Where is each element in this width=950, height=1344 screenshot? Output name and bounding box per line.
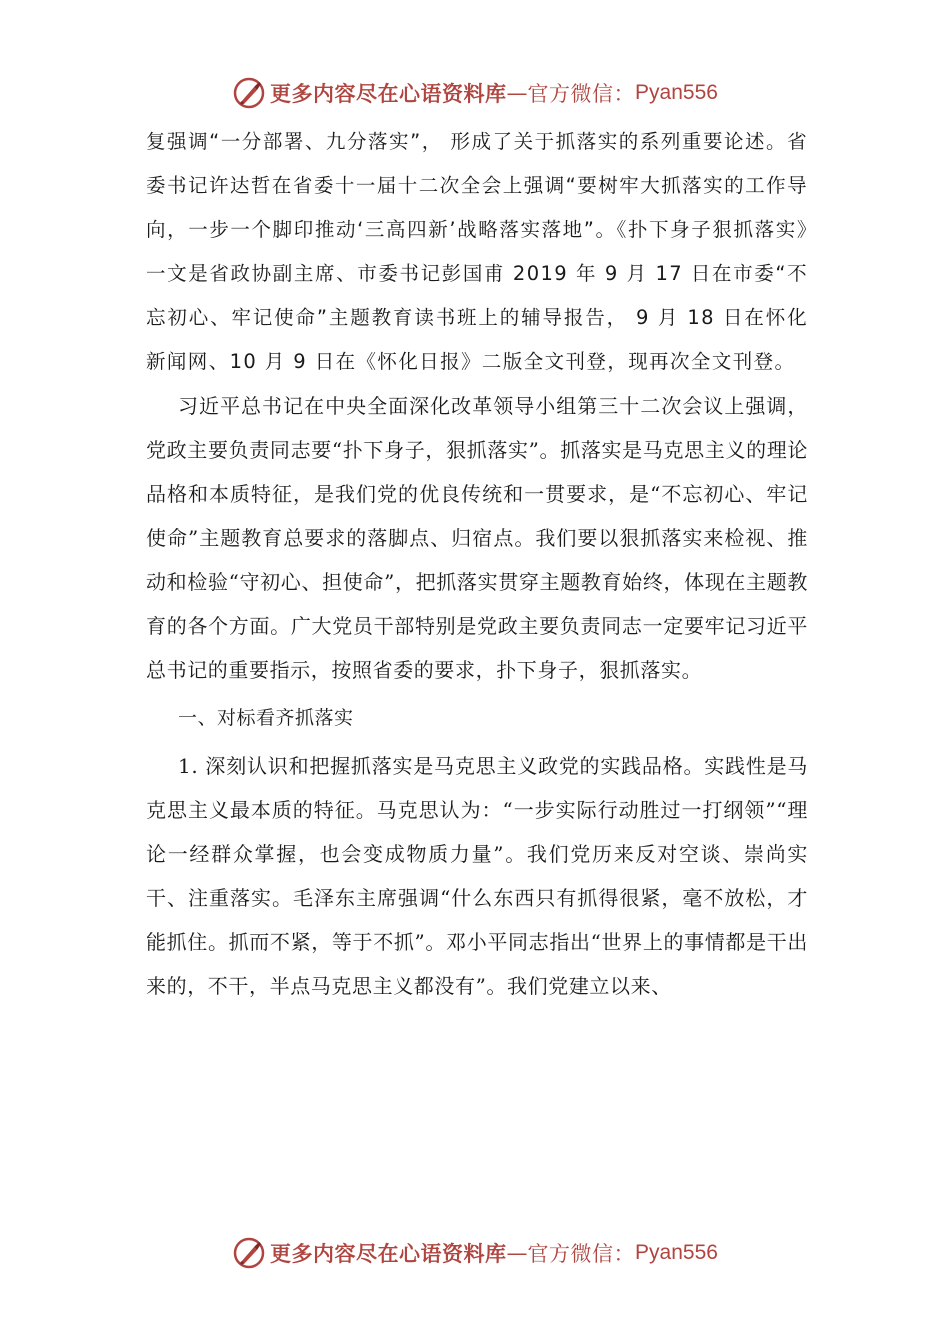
footer-wechat-label: 官方微信： [527,1242,636,1266]
document-body [146,120,808,1008]
paragraph-intro: 复强调“一分部署、九分落实”， 形成了关于抓落实的系列重要论述。省委书记许达哲在省委十一届十二次全会上强调“要树牢大抓落实的工作导向，一步一个脚印推动‘三高四新’战略落实落地”。《扑下身子狠抓落实》一文是省政协副主席、市委书记彭国甫 2019 年 9 月 17 日在市委“不忘初心、牢记使命”主题教育读书班上的辅导报告， 9 月 18 日在怀化新闻网、10 月 9 日在《怀化日报》二版全文刊登，现再次全文刊登。 [146,130,808,373]
pen-logo-icon [232,1236,266,1270]
paragraph-main: 习近平总书记在中央全面深化改革领导小组第三十二次会议上强调，党政主要负责同志要“扑下身子，狠抓落实”。抓落实是马克思主义的理论品格和本质特征，是我们党的优良传统和一贯要求，是“不忘初心、牢记使命”主题教育总要求的落脚点、归宿点。我们要以狠抓落实来检视、推动和检验“守初心、担使命”，把抓落实贯穿主题教育始终，体现在主题教育的各个方面。广大党员干部特别是党政主要负责同志一定要牢记习近平总书记的重要指示，按照省委的要求，扑下身子，狠抓落实。 [146,394,808,682]
header-wechat-label: 官方微信： [527,82,636,106]
header-banner [0,73,950,113]
header-wechat-id: Pyan556 [635,81,718,104]
paragraph-point-1: 1. 深刻认识和把握抓落实是马克思主义政党的实践品格。实践性是马克思主义最本质的特征。马克思认为：“一步实际行动胜过一打纲领”“理论一经群众掌握，也会变成物质力量”。我们党历来反对空谈、崇尚实干、注重落实。毛泽东主席强调“什么东西只有抓得很紧，毫不放松，才能抓住。抓而不紧，等于不抓”。邓小平同志指出“世界上的事情都是干出来的，不干，半点马克思主义都没有”。我们党建立以来、 [146,754,808,998]
header-separator: — [506,81,528,105]
section-heading: 一、对标看齐抓落实 [178,707,354,729]
footer-banner [0,1233,950,1273]
header-brand-text: 更多内容尽在心语资料库 [270,81,507,106]
footer-wechat-id: Pyan556 [635,1241,718,1264]
footer-separator: — [506,1241,528,1265]
footer-brand-text: 更多内容尽在心语资料库 [270,1241,507,1266]
pen-logo-icon [232,76,266,110]
